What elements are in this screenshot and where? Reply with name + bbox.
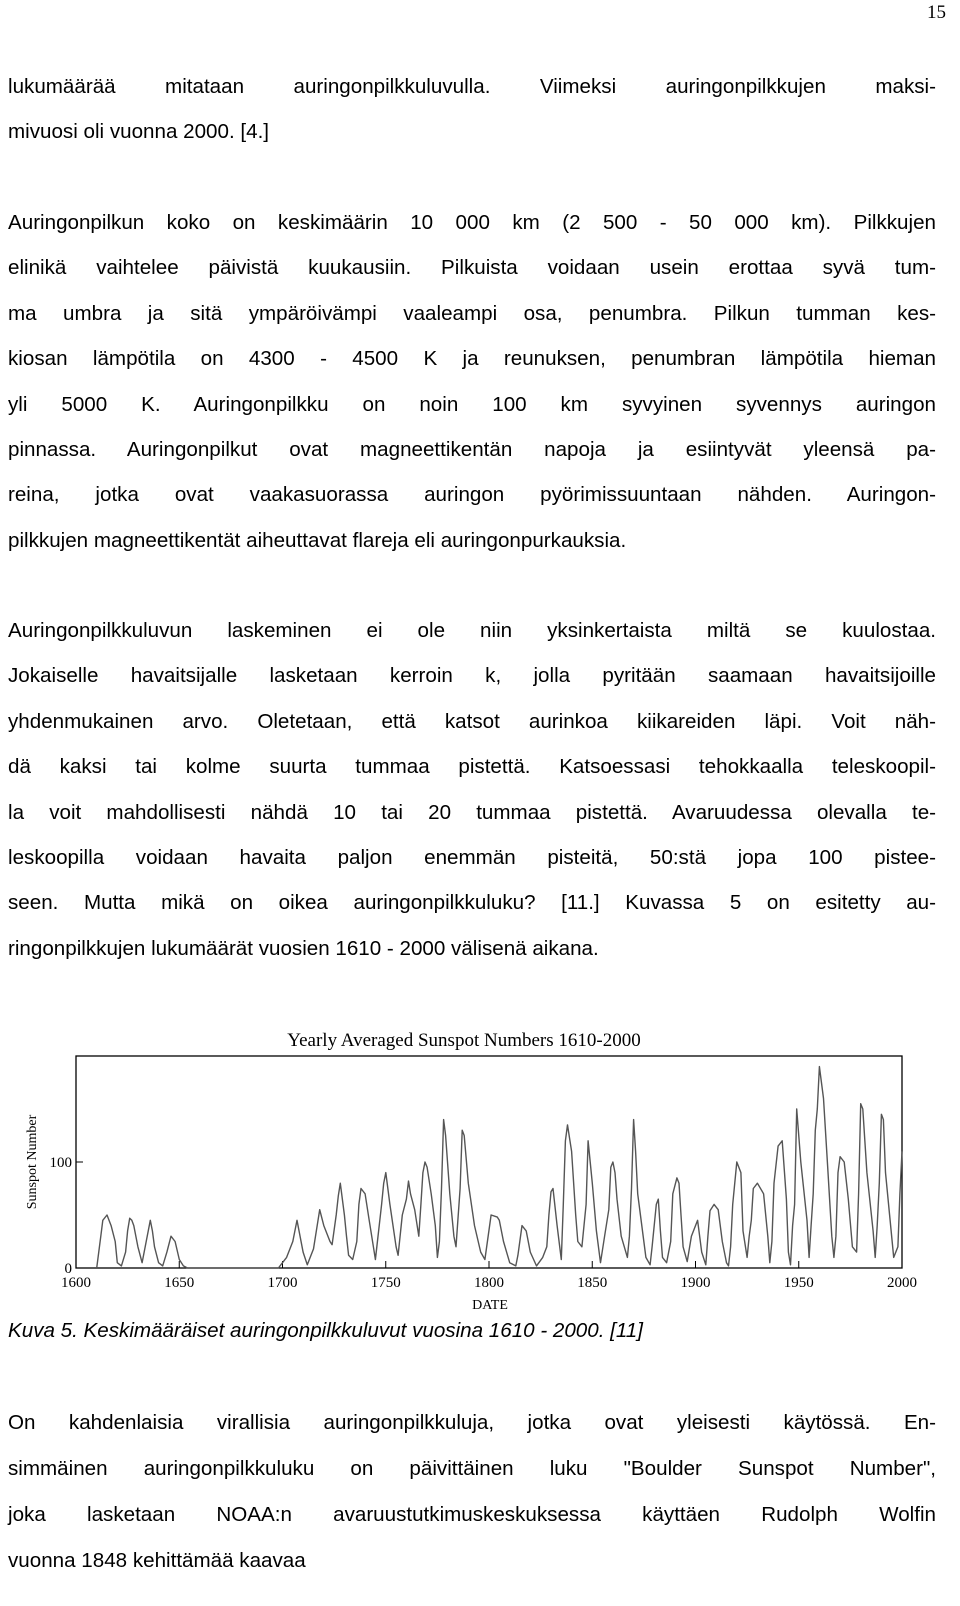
paragraph-2: [8, 200, 936, 563]
page-number: 15: [927, 2, 946, 23]
text-line: reina, jotka ovat vaakasuorassa auringon pyörimissuuntaan nähden. Auringon-: [8, 483, 936, 507]
text-line: mivuosi oli vuonna 2000. [4.]: [8, 120, 270, 144]
text-line: Auringonpilkun koko on keskimäärin 10 000 km (2 500 - 50 000 km). Pilkkujen: [8, 211, 936, 234]
chart-title: Yearly Averaged Sunspot Numbers 1610-2000: [287, 1030, 641, 1051]
sunspot-series-line: [97, 1067, 902, 1268]
text-line: elinikä vaihtelee päivistä kuukausiin. Pilkuista voidaan usein erottaa syvä tum-: [8, 256, 936, 280]
y-tick-label: 0: [64, 1261, 72, 1277]
paragraph-1: [8, 64, 936, 155]
y-tick-label: 100: [49, 1155, 72, 1171]
text-line: On kahdenlaisia virallisia auringonpilkkuluja, jotka ovat yleisesti käytössä. En-: [8, 1411, 936, 1434]
y-axis-label: Sunspot Number: [25, 1114, 40, 1210]
x-tick-label: 1650: [164, 1275, 195, 1291]
figure-caption: Kuva 5. Keskimääräiset auringonpilkkuluvut vuosina 1610 - 2000. [11]: [8, 1319, 643, 1342]
x-axis-label: DATE: [472, 1298, 508, 1313]
text-line: lukumäärää mitataan auringonpilkkuluvulla. Viimeksi auringonpilkkujen maksi-: [8, 75, 936, 98]
text-line: Jokaiselle havaitsijalle lasketaan kerroin k, jolla pyritään saamaan havaitsijoille: [8, 664, 936, 688]
x-tick-label: 1700: [267, 1275, 298, 1291]
x-tick-label: 1800: [474, 1275, 504, 1291]
text-line: simmäinen auringonpilkkuluku on päivittäinen luku "Boulder Sunspot Number",: [8, 1457, 936, 1480]
x-tick-label: 1900: [680, 1275, 711, 1291]
text-line: pilkkujen magneettikentät aiheuttavat flareja eli auringonpurkauksia.: [8, 528, 627, 552]
text-line: kiosan lämpötila on 4300 - 4500 K ja reunuksen, penumbran lämpötila hieman: [8, 347, 936, 371]
x-tick-label: 2000: [887, 1275, 917, 1291]
text-line: ringonpilkkujen lukumäärät vuosien 1610 - 2000 välisenä aikana.: [8, 936, 599, 960]
text-line: ma umbra ja sitä ympäröivämpi vaaleampi osa, penumbra. Pilkun tumman kes-: [8, 301, 936, 325]
text-line: la voit mahdollisesti nähdä 10 tai 20 tummaa pistettä. Avaruudessa olevalla te-: [8, 800, 936, 824]
text-line: pinnassa. Auringonpilkut ovat magneettikentän napoja ja esiintyvät yleensä pa-: [8, 438, 936, 462]
sunspot-chart-figure: [14, 1022, 944, 1320]
plot-frame: [76, 1056, 902, 1268]
text-line: dä kaksi tai kolme suurta tummaa pistettä. Katsoessasi tehokkaalla teleskoopil-: [8, 755, 936, 779]
x-tick-label: 1850: [577, 1275, 608, 1291]
sunspot-chart: [14, 1022, 944, 1320]
paragraph-3: [8, 608, 936, 971]
text-line: yli 5000 K. Auringonpilkku on noin 100 km syvyinen syvennys auringon: [8, 392, 936, 416]
text-line: yhdenmukainen arvo. Oletetaan, että katsot aurinkoa kiikareiden läpi. Voit näh-: [8, 709, 936, 733]
x-tick-label: 1950: [783, 1275, 814, 1291]
text-line: vuonna 1848 kehittämää kaavaa: [8, 1549, 306, 1572]
text-line: seen. Mutta mikä on oikea auringonpilkkuluku? [11.] Kuvassa 5 on esitetty au-: [8, 891, 936, 915]
text-line: Auringonpilkkuluvun laskeminen ei ole niin yksinkertaista miltä se kuulostaa.: [8, 619, 936, 642]
x-tick-label: 1750: [370, 1275, 401, 1291]
text-line: leskoopilla voidaan havaita paljon enemmän pisteitä, 50:stä jopa 100 pistee-: [8, 846, 936, 870]
text-line: joka lasketaan NOAA:n avaruustutkimuskeskuksessa käyttäen Rudolph Wolfin: [8, 1503, 936, 1526]
paragraph-4: [8, 1400, 936, 1584]
x-tick-label: 1600: [61, 1275, 91, 1291]
